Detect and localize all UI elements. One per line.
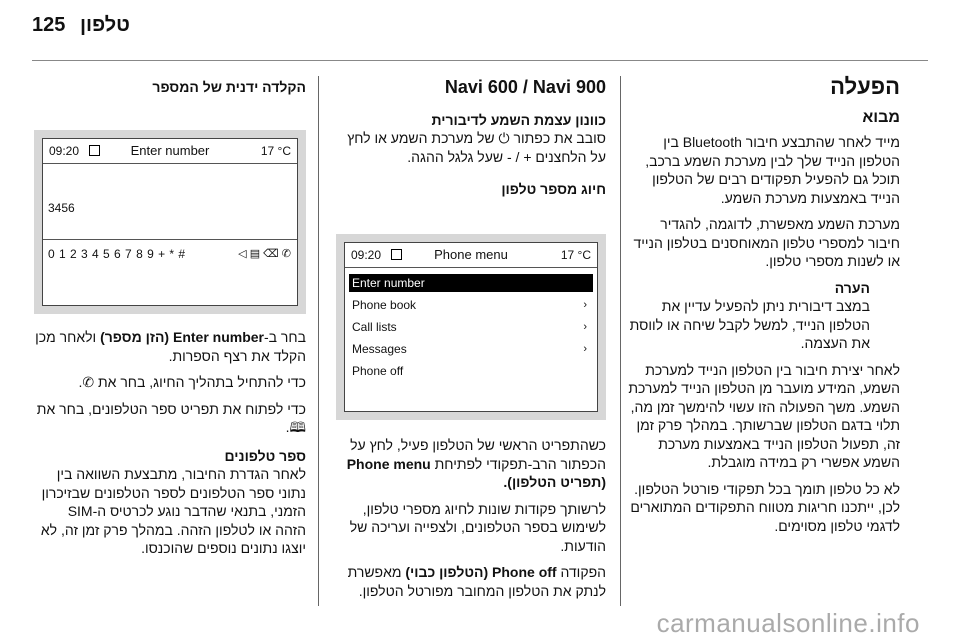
column-divider-left: [318, 76, 319, 606]
enter-number-figure: [34, 130, 306, 314]
screen-title: Enter number: [130, 143, 210, 158]
screen-status-bar: [345, 243, 597, 268]
menu-item-call-lists[interactable]: Call lists ›: [352, 320, 587, 334]
paragraph: מייד לאחר שהתבצע חיבור Bluetooth בין הטלפון הנייד שלך לבין מערכת השמע ברכב, תוכל גם להפעיל תפקודים רבים של הטלפון הנייד באמצעות מערכת השמע.: [645, 134, 900, 206]
enter-number-screen: [42, 138, 298, 306]
section-heading: Navi 600 / Navi 900: [444, 77, 606, 97]
right-column: [628, 74, 900, 543]
temperature: 17 °C: [260, 144, 291, 158]
entered-number: 3456: [48, 201, 75, 215]
note-title: הערה: [834, 279, 870, 296]
left-column: [34, 78, 306, 97]
contacts-icon[interactable]: ▤: [249, 248, 261, 260]
paragraph: מערכת השמע מאפשרת, לדוגמה, להגדיר חיבור למספרי טלפון המאוחסנים בטלפון הנייד או לשנות מספרי טלפון.: [633, 216, 900, 269]
paragraph: סובב את כפתור ⏻ של מערכת השמע או לחץ על הלחצנים + / - שעל גלגל ההגה.: [347, 130, 606, 165]
screen-divider: [43, 239, 297, 240]
paragraph: הפקודה Phone off (הטלפון כבוי) מאפשרת לנתק את הטלפון המחובר מפורטל הטלפון.: [347, 564, 606, 599]
page-header-title: טלפון: [80, 14, 130, 36]
subsection-heading: מבוא: [862, 108, 900, 126]
page-number: 125: [32, 14, 66, 36]
digit-keypad[interactable]: 0 1 2 3 4 5 6 7 8 9 + * #: [48, 247, 186, 261]
menu-item-phone-book[interactable]: Phone book ›: [352, 298, 587, 312]
chevron-right-icon: ›: [583, 321, 587, 333]
subsection-heading: ספר טלפונים: [224, 447, 306, 464]
middle-column-lower: [330, 436, 606, 608]
paragraph: כדי לפתוח את תפריט ספר הטלפונים, בחר את 🕮.: [36, 400, 306, 435]
column-divider-right: [620, 76, 621, 606]
phone-menu-screen: [344, 242, 598, 412]
keypad-actions: [238, 247, 291, 260]
section-heading: הקלדה ידנית של המספר: [152, 79, 306, 95]
menu-item-messages[interactable]: Messages ›: [352, 342, 587, 356]
header-divider: [32, 60, 928, 61]
note-body: במצב דיבורית ניתן להפעיל עדיין את הטלפון הנייד, למשל לקבל שיחה או לווסת את העצמה.: [629, 298, 870, 351]
subsection-heading: כוונון עצמת השמע לדיבורית: [431, 111, 606, 128]
middle-column: [330, 78, 606, 199]
call-icon[interactable]: ✆: [281, 248, 291, 260]
paragraph: כשהתפריט הראשי של הטלפון פעיל, לחץ על הכפתור הרב-תפקודי לפתיחת Phone menu (תפריט הטלפון).: [346, 437, 606, 490]
phone-menu-figure: [336, 234, 606, 420]
watermark: carmanualsonline.info: [656, 608, 920, 638]
left-column-lower: [34, 328, 306, 566]
menu-item-enter-number[interactable]: Enter number: [349, 274, 593, 292]
menu-item-phone-off[interactable]: Phone off: [352, 364, 404, 378]
paragraph: בחר ב-Enter number (הזן מספר) ולאחר מכן הקלד את רצף הספרות.: [35, 329, 306, 364]
clock: 09:20: [351, 248, 382, 262]
backspace-icon[interactable]: ◁: [238, 248, 247, 260]
paragraph: לא כל טלפון תומך בכל תפקודי פורטל הטלפון. לכן, ייתכנו חריגות מטווח התפקודים המתוארים לדגמי טלפון מסוימים.: [630, 480, 900, 534]
paragraph: כדי להתחיל בתהליך החיוג, בחר את ✆.: [78, 374, 306, 390]
clock: 09:20: [49, 144, 80, 158]
chevron-right-icon: ›: [583, 343, 587, 355]
temperature: 17 °C: [560, 248, 591, 262]
section-heading: הפעלה: [830, 74, 900, 99]
paragraph: לאחר יצירת חיבור בין הטלפון הנייד למערכת השמע, המידע מועבר מן הטלפון הנייד למערכת השמע. משך הפעולה הזו עשוי להימשך זמן מה, תלוי בדגם הטלפון שברשותך. במהלך פרק זמן זה, תפעול הטלפון הנייד באמצעות מערכת השמע אפשרי רק במידה מוגבלת.: [628, 361, 900, 470]
chevron-right-icon: ›: [583, 299, 587, 311]
delete-icon[interactable]: ⌫: [263, 248, 279, 260]
paragraph: לרשותך פקודות שונות לחיוג מספרי טלפון, לשימוש בספר הטלפונים, ולצפייה ועריכה של הודעות.: [349, 500, 606, 554]
screen-status-bar: [43, 139, 297, 164]
screen-title: Phone menu: [434, 247, 508, 262]
paragraph: לאחר הגדרת החיבור, מתבצעת השוואה בין נתוני ספר הטלפונים לספר הטלפונים שבזיכרון הזמני, בתנאי שהדבר נוגע לכרטיס ה-SIM הזהה או לטלפון הזהה. במהלך פרק זמן זה, לא יוצגו נתונים נוספים שהוכנסו.: [40, 466, 306, 556]
subsection-heading: חיוג מספר טלפון: [501, 181, 606, 197]
